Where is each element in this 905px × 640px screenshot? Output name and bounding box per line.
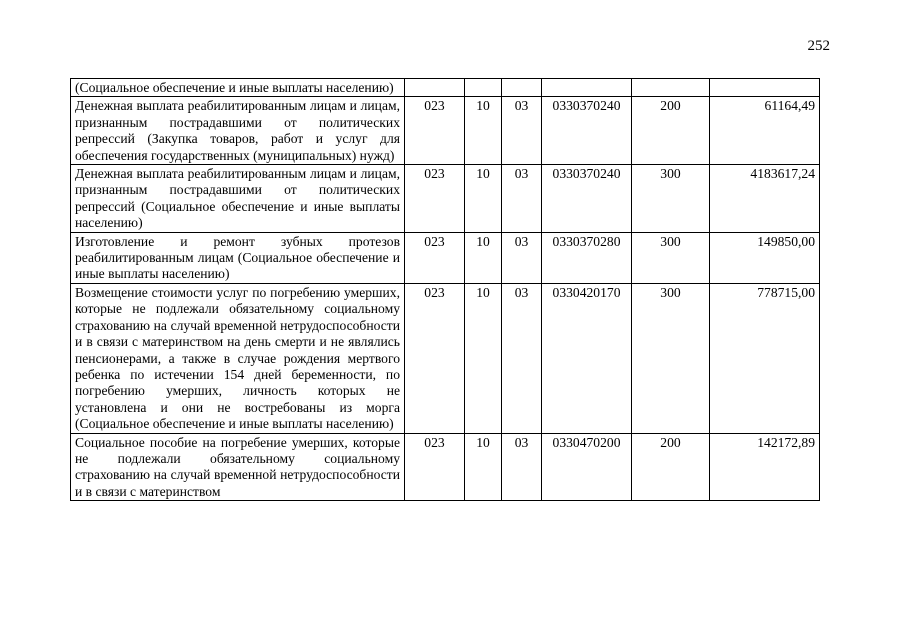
ministry-code: 023 bbox=[405, 97, 465, 165]
row-name: (Социальное обеспечение и иные выплаты населению) bbox=[71, 79, 405, 97]
amount: 149850,00 bbox=[710, 232, 820, 283]
amount: 778715,00 bbox=[710, 283, 820, 433]
subsection-code: 03 bbox=[502, 283, 542, 433]
target-article-code: 0330370240 bbox=[542, 165, 632, 233]
row-name: Возмещение стоимости услуг по погребению умерших, которые не подлежали обязательному социальному страхованию на случай временной нетрудоспособности и в связи с материнством на день смерти и не являлись пенсионерами, а также в случае рождения мертвого ребенка по истечении 154 дней беременности, по погребению умерших, личность которых не установлена и они не востребованы из морга (Социальное обеспечение и иные выплаты населению) bbox=[71, 283, 405, 433]
amount bbox=[710, 79, 820, 97]
ministry-code: 023 bbox=[405, 165, 465, 233]
row-name: Денежная выплата реабилитированным лицам и лицам, признанным пострадавшими от политических репрессий (Закупка товаров, работ и услуг для обеспечения государственных (муниципальных) нужд) bbox=[71, 97, 405, 165]
table-row bbox=[71, 79, 820, 97]
table-row bbox=[71, 165, 820, 233]
subsection-code: 03 bbox=[502, 97, 542, 165]
section-code: 10 bbox=[465, 232, 502, 283]
table-row bbox=[71, 97, 820, 165]
section-code bbox=[465, 79, 502, 97]
expense-type-code: 200 bbox=[632, 97, 710, 165]
row-name: Денежная выплата реабилитированным лицам и лицам, признанным пострадавшими от политических репрессий (Социальное обеспечение и иные выплаты населению) bbox=[71, 165, 405, 233]
target-article-code: 0330420170 bbox=[542, 283, 632, 433]
section-code: 10 bbox=[465, 165, 502, 233]
subsection-code: 03 bbox=[502, 165, 542, 233]
subsection-code bbox=[502, 79, 542, 97]
section-code: 10 bbox=[465, 97, 502, 165]
subsection-code: 03 bbox=[502, 232, 542, 283]
table-row bbox=[71, 433, 820, 501]
section-code: 10 bbox=[465, 283, 502, 433]
ministry-code: 023 bbox=[405, 433, 465, 501]
target-article-code: 0330370240 bbox=[542, 97, 632, 165]
budget-table bbox=[70, 78, 820, 501]
amount: 142172,89 bbox=[710, 433, 820, 501]
ministry-code: 023 bbox=[405, 283, 465, 433]
ministry-code bbox=[405, 79, 465, 97]
expense-type-code: 300 bbox=[632, 232, 710, 283]
amount: 4183617,24 bbox=[710, 165, 820, 233]
page-number: 252 bbox=[807, 38, 830, 54]
target-article-code bbox=[542, 79, 632, 97]
row-name: Изготовление и ремонт зубных протезов реабилитированным лицам (Социальное обеспечение и иные выплаты населению) bbox=[71, 232, 405, 283]
target-article-code: 0330470200 bbox=[542, 433, 632, 501]
target-article-code: 0330370280 bbox=[542, 232, 632, 283]
table-row bbox=[71, 232, 820, 283]
expense-type-code bbox=[632, 79, 710, 97]
amount: 61164,49 bbox=[710, 97, 820, 165]
table-row bbox=[71, 283, 820, 433]
section-code: 10 bbox=[465, 433, 502, 501]
expense-type-code: 300 bbox=[632, 283, 710, 433]
row-name: Социальное пособие на погребение умерших, которые не подлежали обязательному социальному страхованию на случай временной нетрудоспособности и в связи с материнством bbox=[71, 433, 405, 501]
subsection-code: 03 bbox=[502, 433, 542, 501]
ministry-code: 023 bbox=[405, 232, 465, 283]
expense-type-code: 200 bbox=[632, 433, 710, 501]
expense-type-code: 300 bbox=[632, 165, 710, 233]
